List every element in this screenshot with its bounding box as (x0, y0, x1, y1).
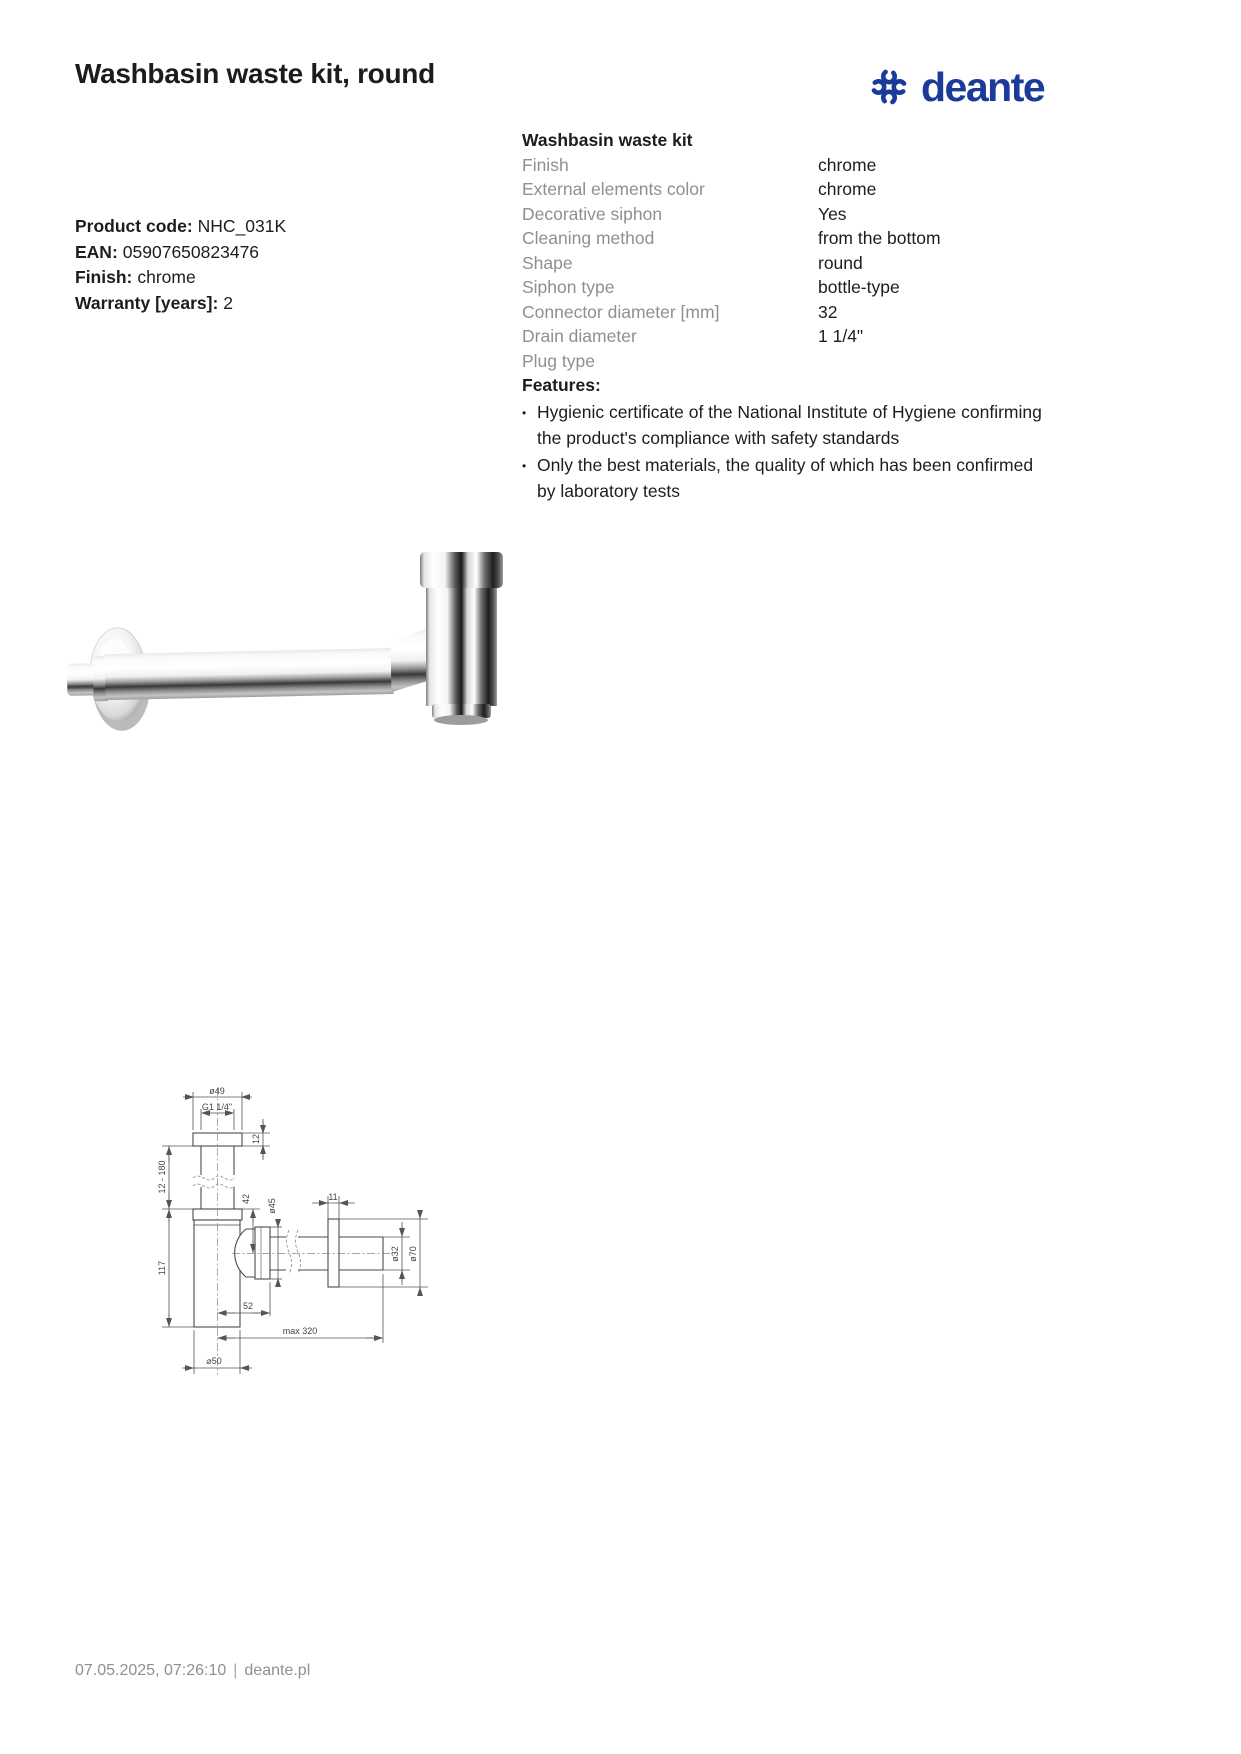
spec-value: from the bottom (818, 228, 941, 248)
brand-logo (866, 64, 1044, 110)
dim-label-max-reach: max 320 (282, 1326, 318, 1336)
dim-label-body-height: 117 (157, 1260, 167, 1276)
deante-pinwheel-icon (866, 64, 912, 110)
list-item (522, 452, 1042, 504)
dim-label-wall-flange-width: 11 (328, 1192, 338, 1202)
table-row (522, 324, 1042, 349)
bullet-icon: • (522, 405, 527, 420)
product-photo (55, 470, 505, 740)
spec-label: Plug type (522, 350, 595, 371)
table-row (522, 251, 1042, 276)
footer-site: deante.pl (244, 1662, 311, 1679)
spec-table (522, 128, 1042, 504)
table-row (522, 275, 1042, 300)
dim-label-flange-height: 12 (251, 1133, 261, 1145)
table-row (522, 177, 1042, 202)
warranty-line (75, 291, 286, 317)
list-item (522, 399, 1042, 451)
spec-value: bottle-type (818, 277, 900, 297)
spec-label: Cleaning method (522, 228, 655, 248)
spec-label: Decorative siphon (522, 203, 663, 224)
features-heading: Features: (522, 375, 601, 395)
bullet-icon: • (522, 458, 527, 473)
feature-text: Hygienic certificate of the National Institute of Hygiene confirming the product's compliance with safety standards (537, 401, 1042, 448)
footer-timestamp: 07.05.2025, 07:26:10 (75, 1662, 227, 1679)
ean-line (75, 240, 286, 266)
footer-separator: | (233, 1662, 238, 1679)
table-row (522, 226, 1042, 251)
spec-value: chrome (818, 154, 877, 175)
warranty-value: 2 (223, 292, 234, 313)
dim-label-nut-diameter: ø45 (267, 1198, 277, 1214)
product-code-line (75, 214, 286, 240)
spec-value: round (818, 252, 863, 273)
spec-value: 32 (818, 301, 838, 322)
table-row (522, 349, 1042, 374)
product-info (75, 214, 286, 316)
drawing-outline (193, 1133, 383, 1327)
spec-label: Shape (522, 252, 573, 273)
finish-value: chrome (137, 267, 196, 287)
dim-label-body-top-offset: 42 (241, 1193, 251, 1205)
dim-label-top-diameter: ø49 (209, 1086, 225, 1096)
product-code-value: NHC_031K (197, 216, 287, 236)
table-row (522, 153, 1042, 178)
spec-label: Connector diameter [mm] (522, 301, 720, 322)
dim-label-pipe-diameter: ø32 (390, 1246, 400, 1262)
feature-text: Only the best materials, the quality of which has been confirmed by laboratory tests (537, 454, 1034, 501)
dim-label-body-diameter: ⌀50 (206, 1356, 222, 1366)
footer (75, 1662, 310, 1680)
finish-line (75, 265, 286, 291)
spec-value: Yes (818, 203, 847, 224)
spec-label: Finish (522, 154, 569, 175)
siphon-wall-pipe (66, 621, 427, 731)
spec-label: Siphon type (522, 277, 615, 297)
product-code-label: Product code: (75, 216, 193, 236)
dim-label-wall-flange-diameter: ø70 (408, 1246, 418, 1262)
siphon-body (420, 552, 503, 725)
dim-label-thread: G1 1/4" (201, 1102, 233, 1112)
spec-value: chrome (818, 179, 877, 199)
spec-heading: Washbasin waste kit (522, 130, 693, 150)
ean-label: EAN: (75, 241, 118, 262)
brand-name: deante (921, 64, 1045, 110)
table-row (522, 300, 1042, 325)
spec-value: 1 1/4" (818, 326, 864, 346)
table-row (522, 202, 1042, 227)
warranty-label: Warranty [years]: (75, 292, 219, 313)
page-title: Washbasin waste kit, round (75, 58, 435, 89)
spec-label: Drain diameter (522, 326, 637, 346)
spec-label: External elements color (522, 179, 705, 199)
dim-label-tube-range: 12 - 180 (157, 1160, 167, 1194)
dim-label-outlet-offset: 52 (242, 1301, 254, 1311)
technical-drawing (140, 1072, 450, 1382)
ean-value: 05907650823476 (122, 241, 260, 262)
finish-label: Finish: (75, 267, 133, 287)
